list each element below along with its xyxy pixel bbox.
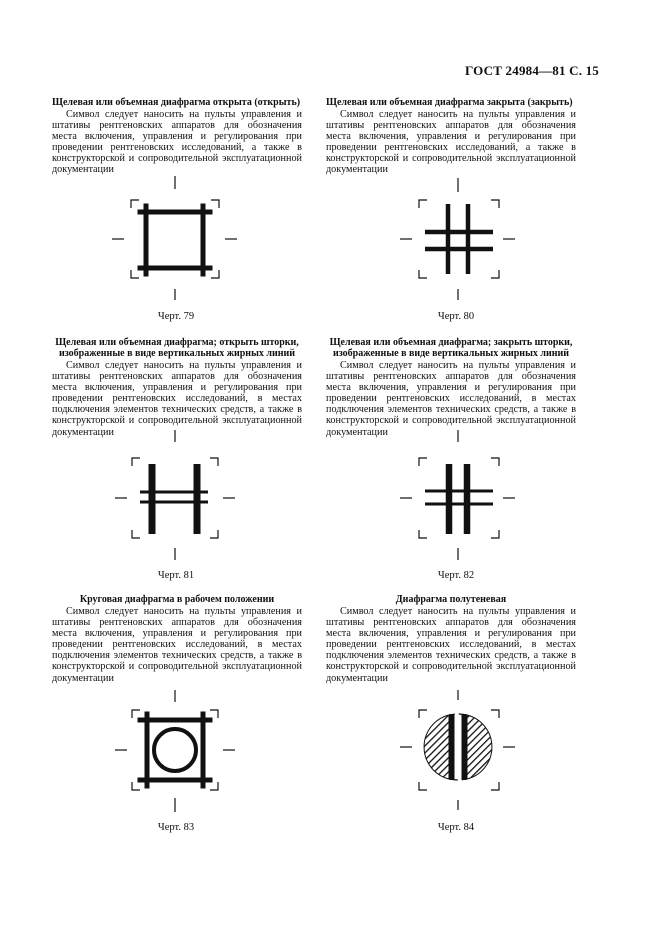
grid-closed-icon [395,176,525,306]
section-body: Символ следует наносить на пульты управления и штативы рентгеновских аппаратов для обозначения места включения, управления и регулирования при проведении рентгеновских исследований, в местах подключения элементов технических средств, а также в конструкторской и сопроводительной эксплуатационной документации [52,360,302,438]
section-80 [326,97,576,176]
shutters-open-icon [110,430,240,570]
section-title: Круговая диафрагма в рабочем положении [79,594,275,605]
section-title: Щелевая или объемная диафрагма; закрыть шторки, изображенные в виде вертикальных жирных линий [329,337,573,359]
figure-caption: Черт. 84 [437,822,475,833]
figure-caption: Черт. 79 [157,311,195,322]
circular-diaphragm-icon [110,690,240,820]
section-body: Символ следует наносить на пульты управления и штативы рентгеновских аппаратов для обозначения места включения, управления и регулирования при проведении рентгеновских исследований, в местах подключения элементов технических средств, а также в конструкторской и сопроводительной эксплуатационной документации [326,360,576,438]
section-title: Щелевая или объемная диафрагма закрыта (закрыть) [326,97,573,108]
section-body: Символ следует наносить на пульты управления и штативы рентгеновских аппаратов для обозначения места включения, управления и регулирования при проведении рентгеновских исследований, в местах подключения элементов технических средств, а также в конструкторской и сопроводительной эксплуатационной документации [326,606,576,684]
section-title: Щелевая или объемная диафрагма; открыть шторки, изображенные в виде вертикальных жирных линий [55,337,299,359]
section-83 [52,594,302,684]
section-84 [326,594,576,684]
section-79 [52,97,302,176]
figure-caption: Черт. 81 [157,570,195,581]
section-title: Щелевая или объемная диафрагма открыта (открыть) [52,97,301,108]
page-header: ГОСТ 24984—81 С. 15 [465,63,599,78]
section-body: Символ следует наносить на пульты управления и штативы рентгеновских аппаратов для обозначения места включения, управления и регулирования при проведении рентгеновских исследований, в местах подключения элементов технических средств, а также в конструкторской и сопроводительной эксплуатационной документации [52,606,302,684]
penumbra-diaphragm-icon [395,690,525,820]
figure-caption: Черт. 82 [437,570,475,581]
section-82 [326,337,576,438]
shutters-closed-icon [395,430,525,570]
section-81 [52,337,302,438]
figure-caption: Черт. 83 [157,822,195,833]
section-title: Диафрагма полутеневая [395,594,507,605]
figure-caption: Черт. 80 [437,311,475,322]
square-open-icon [110,176,240,306]
section-body: Символ следует наносить на пульты управления и штативы рентгеновских аппаратов для обозначения места включения, управления и регулирования при проведении рентгеновских исследований, а также в конструкторской и сопроводительной эксплуатационной документации [52,109,302,176]
section-body: Символ следует наносить на пульты управления и штативы рентгеновских аппаратов для обозначения места включения, управления и регулирования при проведении рентгеновских исследований, а также в конструкторской и сопроводительной эксплуатационной документации [326,109,576,176]
